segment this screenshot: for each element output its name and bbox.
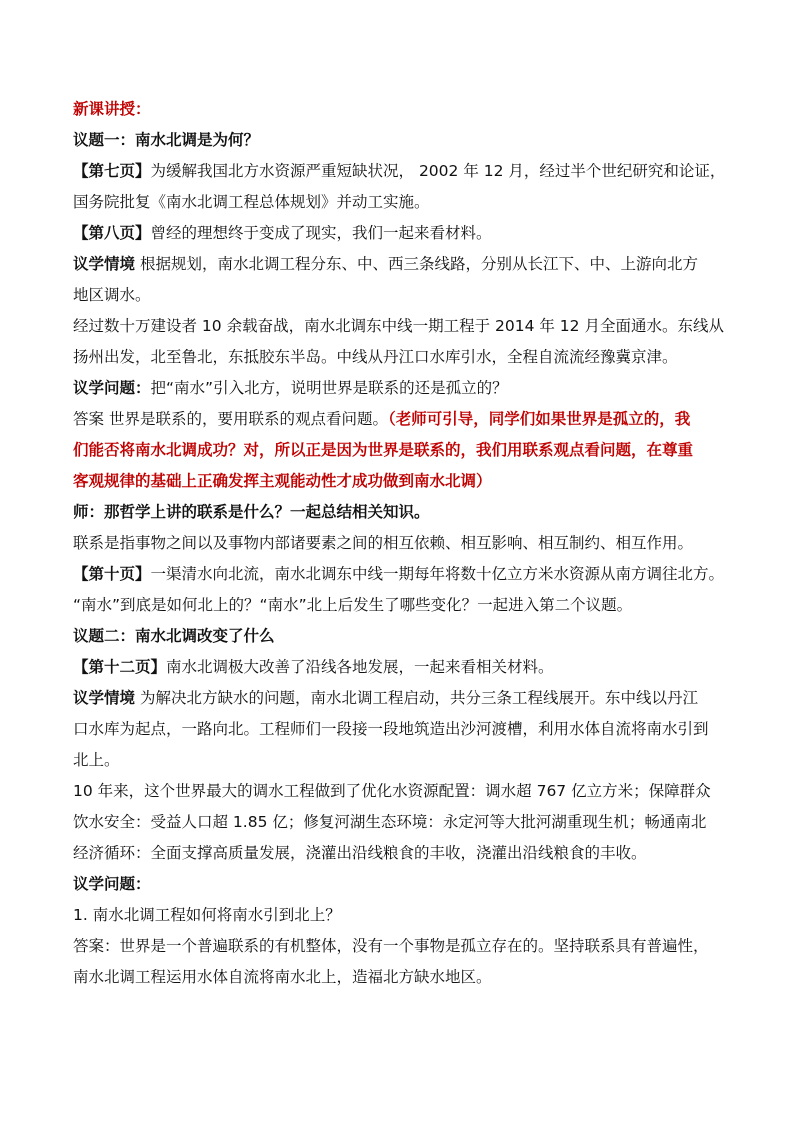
question-two-label: 议学问题： <box>73 875 151 893</box>
answer-one-text: 世界是联系的，要用联系的观点看问题。 <box>104 410 388 428</box>
question-one-label: 议学问题： <box>73 379 151 397</box>
situation-two-label: 议学情境 <box>73 689 136 707</box>
ten-years-line2: 饮水安全：受益人口超 1.85 亿；修复河湖生态环境：永定河等大批河湖重现生机；畅通南北 <box>73 813 707 831</box>
question-one-text: 把“南水”引入北方，说明世界是联系的还是孤立的？ <box>150 379 508 397</box>
section-heading: 新课讲授： <box>73 100 151 118</box>
page7-tag: 【第七页】 <box>73 162 151 180</box>
page10-text: 一渠清水向北流，南水北调东中线一期每年将数十亿立方米水资源从南方调往北方。 <box>150 565 725 583</box>
answer-one <box>73 404 733 435</box>
situation-two-line3: 北上。 <box>73 751 120 769</box>
situation-one-line2: 地区调水。 <box>73 286 151 304</box>
page7-paragraph <box>73 156 733 187</box>
document-page <box>73 94 733 993</box>
page7-text: 为缓解我国北方水资源严重短缺状况， 2002 年 12 月，经过半个世纪研究和论证， <box>150 162 726 180</box>
situation-two-text: 为解决北方缺水的问题，南水北调工程启动，共分三条工程线展开。东中线以丹江 <box>135 689 698 707</box>
page12-paragraph <box>73 652 733 683</box>
situation-two-line2: 口水库为起点，一路向北。工程师们一段接一段地筑造出沙河渡槽，利用水体自流将南水引到 <box>73 720 709 738</box>
topic-one-title: 议题一：南水北调是为何？ <box>73 131 260 149</box>
topic-two-title: 议题二：南水北调改变了什么 <box>73 627 275 645</box>
situation-one-text: 根据规划，南水北调工程分东、中、西三条线路，分别从长江下、中、上游向北方 <box>135 255 698 273</box>
answer-one-label: 答案 <box>73 410 105 428</box>
page8-text: 曾经的理想终于变成了现实，我们一起来看材料。 <box>150 224 492 242</box>
teacher-note-line3: 客观规律的基础上正确发挥主观能动性才成功做到南水北调） <box>73 472 492 490</box>
connection-definition: 联系是指事物之间以及事物内部诸要素之间的相互依赖、相互影响、相互制约、相互作用。 <box>73 534 694 552</box>
build-paragraph-line1: 经过数十万建设者 10 余载奋战，南水北调东中线一期工程于 2014 年 12 月全面通水。东线从 <box>73 317 724 335</box>
page10-line2: “南水”到底是如何北上的？“南水”北上后发生了哪些变化？一起进入第二个议题。 <box>73 596 633 614</box>
page7-line2: 国务院批复《南水北调工程总体规划》并动工实施。 <box>73 193 430 211</box>
answer-two-line2: 南水北调工程运用水体自流将南水北上，造福北方缺水地区。 <box>73 968 492 986</box>
ten-years-line3: 经济循环：全面支撑高质量发展，浇灌出沿线粮食的丰收，浇灌出沿线粮食的丰收。 <box>73 844 647 862</box>
question-one <box>73 373 733 404</box>
page12-tag: 【第十二页】 <box>73 658 167 676</box>
build-paragraph-line2: 扬州出发，北至鲁北，东抵胶东半岛。中线从丹江口水库引水，全程自流流经豫冀京津。 <box>73 348 678 366</box>
teacher-note-line2: 们能否将南水北调成功？对，所以正是因为世界是联系的，我们用联系观点看问题，在尊重 <box>73 441 694 459</box>
answer-two-line1: 答案：世界是一个普遍联系的有机整体，没有一个事物是孤立存在的。坚持联系具有普遍性， <box>73 937 709 955</box>
teacher-note-line1: （老师可引导，同学们如果世界是孤立的，我 <box>387 410 691 428</box>
situation-one <box>73 249 733 280</box>
page8-paragraph <box>73 218 733 249</box>
situation-two <box>73 683 733 714</box>
page10-tag: 【第十页】 <box>73 565 151 583</box>
question-item-1: 1. 南水北调工程如何将南水引到北上？ <box>73 906 341 924</box>
ten-years-line1: 10 年来，这个世界最大的调水工程做到了优化水资源配置：调水超 767 亿立方米；保障群众 <box>73 782 711 800</box>
page12-text: 南水北调极大改善了沿线各地发展，一起来看相关材料。 <box>166 658 554 676</box>
situation-one-label: 议学情境 <box>73 255 136 273</box>
teacher-prompt: 师：那哲学上讲的联系是什么？一起总结相关知识。 <box>73 503 430 521</box>
page10-paragraph <box>73 559 733 590</box>
page8-tag: 【第八页】 <box>73 224 151 242</box>
